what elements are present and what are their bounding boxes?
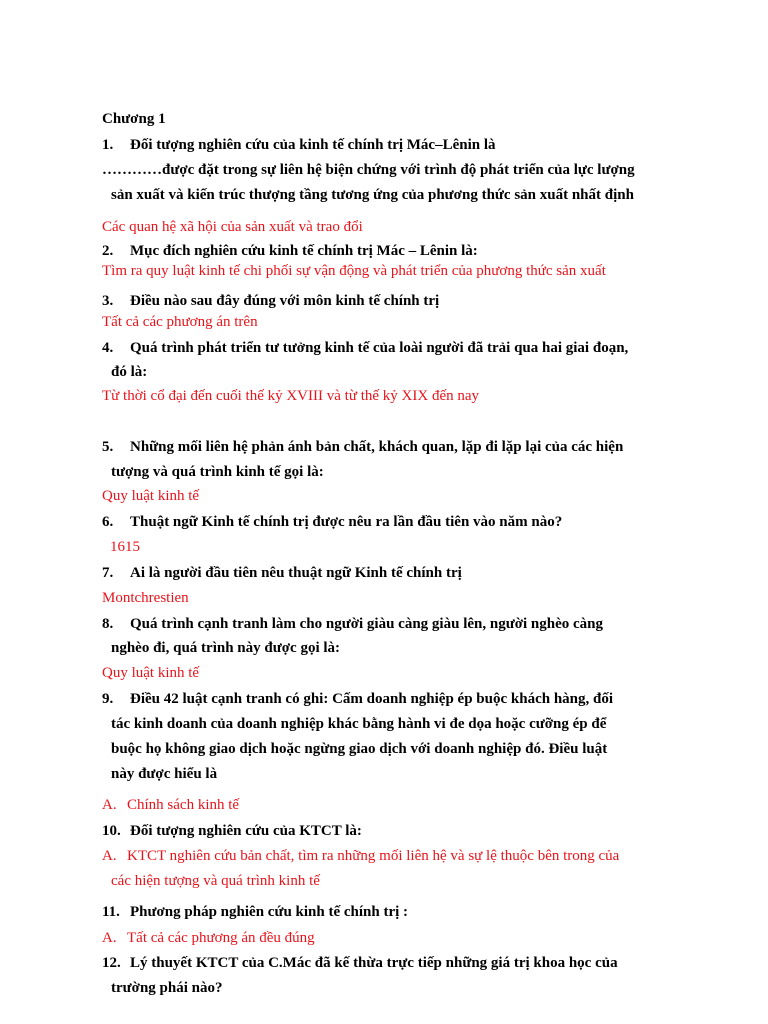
question-text: Điều nào sau đây đúng với môn kinh tế chính trị bbox=[130, 293, 440, 309]
question-3 bbox=[102, 292, 439, 310]
answer-11 bbox=[102, 929, 315, 947]
question-number: 4. bbox=[102, 340, 114, 356]
question-number: 12. bbox=[102, 955, 121, 971]
question-text: Phương pháp nghiên cứu kinh tế chính trị : bbox=[130, 904, 409, 920]
question-6 bbox=[102, 513, 562, 531]
question-number: 8. bbox=[102, 616, 114, 632]
answer-6: 1615 bbox=[110, 539, 140, 555]
answer-2: Tìm ra quy luật kinh tế chi phối sự vận động và phát triển của phương thức sản xuất bbox=[102, 263, 606, 279]
question-text: Điều 42 luật cạnh tranh có ghi: Cấm doanh nghiệp ép buộc khách hàng, đối bbox=[130, 691, 614, 707]
question-number: 5. bbox=[102, 439, 114, 455]
answer-text: KTCT nghiên cứu bản chất, tìm ra những mối liên hệ và sự lệ thuộc bên trong của bbox=[127, 848, 620, 864]
question-8 bbox=[102, 615, 603, 633]
question-1-line-2: …………được đặt trong sự liên hệ biện chứng với trình độ phát triển của lực lượng bbox=[102, 162, 635, 178]
question-text: Quá trình cạnh tranh làm cho người giàu càng giàu lên, người nghèo càng bbox=[130, 616, 604, 632]
answer-4: Từ thời cổ đại đến cuối thế kỷ XVIII và từ thế kỷ XIX đến nay bbox=[102, 388, 480, 404]
question-12 bbox=[102, 954, 618, 972]
question-4-line-2: đó là: bbox=[111, 364, 148, 380]
question-text: Mục đích nghiên cứu kinh tế chính trị Mác – Lênin là: bbox=[130, 243, 478, 259]
question-5 bbox=[102, 438, 623, 456]
question-4 bbox=[102, 339, 628, 357]
question-text: Thuật ngữ Kinh tế chính trị được nêu ra lần đầu tiên vào năm nào? bbox=[130, 514, 563, 530]
answer-8: Quy luật kinh tế bbox=[102, 665, 200, 681]
answer-10-line-2: các hiện tượng và quá trình kinh tế bbox=[111, 873, 320, 889]
question-text: Lý thuyết KTCT của C.Mác đã kế thừa trực tiếp những giá trị khoa học của bbox=[130, 955, 618, 971]
question-number: 3. bbox=[102, 293, 114, 309]
answer-text: Tất cả các phương án đều đúng bbox=[127, 930, 315, 946]
question-11 bbox=[102, 903, 408, 921]
answer-7: Montchrestien bbox=[102, 590, 189, 606]
question-text: Những mối liên hệ phản ánh bản chất, khách quan, lặp đi lặp lại của các hiện bbox=[130, 439, 624, 455]
answer-text: Chính sách kinh tế bbox=[127, 797, 240, 813]
question-9-line-4: này được hiểu là bbox=[111, 766, 218, 782]
question-9-line-3: buộc họ không giao dịch hoặc ngừng giao dịch với doanh nghiệp đó. Điều luật bbox=[111, 741, 608, 757]
question-9 bbox=[102, 690, 613, 708]
question-2 bbox=[102, 242, 478, 260]
question-1 bbox=[102, 136, 496, 154]
answer-1: Các quan hệ xã hội của sản xuất và trao đổi bbox=[102, 219, 363, 235]
answer-letter: A. bbox=[102, 930, 117, 946]
question-text: Đối tượng nghiên cứu của kinh tế chính trị Mác–Lênin là bbox=[130, 137, 496, 153]
answer-5: Quy luật kinh tế bbox=[102, 488, 200, 504]
question-number: 7. bbox=[102, 565, 114, 581]
question-text: Quá trình phát triển tư tưởng kinh tế của loài người đã trải qua hai giai đoạn, bbox=[130, 340, 629, 356]
question-number: 1. bbox=[102, 137, 114, 153]
question-text: Ai là người đầu tiên nêu thuật ngữ Kinh tế chính trị bbox=[130, 565, 462, 581]
answer-letter: A. bbox=[102, 797, 117, 813]
chapter-heading: Chương 1 bbox=[102, 111, 166, 127]
question-number: 10. bbox=[102, 823, 121, 839]
answer-3: Tất cả các phương án trên bbox=[102, 314, 258, 330]
question-5-line-2: tượng và quá trình kinh tế gọi là: bbox=[111, 464, 324, 480]
question-text: Đối tượng nghiên cứu của KTCT là: bbox=[130, 823, 362, 839]
question-9-line-2: tác kinh doanh của doanh nghiệp khác bằng hành vi đe dọa hoặc cưỡng ép để bbox=[111, 716, 607, 732]
question-7 bbox=[102, 564, 462, 582]
question-10 bbox=[102, 822, 362, 840]
question-8-line-2: nghèo đi, quá trình này được gọi là: bbox=[111, 640, 341, 656]
answer-9 bbox=[102, 796, 239, 814]
answer-letter: A. bbox=[102, 848, 117, 864]
answer-10 bbox=[102, 847, 619, 865]
question-number: 11. bbox=[102, 904, 120, 920]
question-number: 9. bbox=[102, 691, 114, 707]
question-1-line-3: sản xuất và kiến trúc thượng tầng tương ứng của phương thức sản xuất nhất định bbox=[111, 187, 634, 203]
question-12-line-2: trường phái nào? bbox=[111, 980, 223, 996]
question-number: 2. bbox=[102, 243, 114, 259]
question-number: 6. bbox=[102, 514, 114, 530]
